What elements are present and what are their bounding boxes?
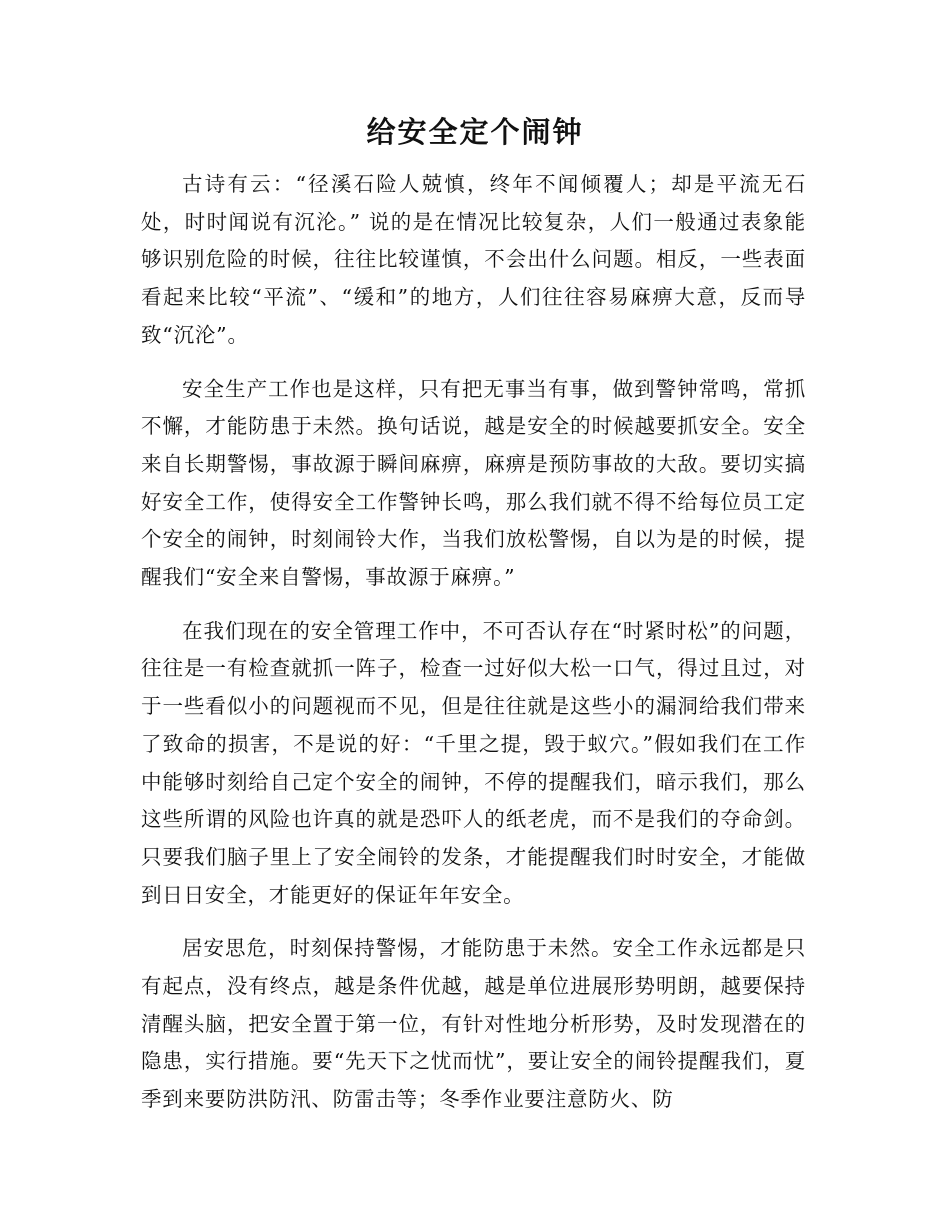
document-body [141,166,806,1135]
document-title: 给安全定个闹钟 [366,115,584,149]
paragraph-1: 古诗有云：“径溪石险人兢慎，终年不闻倾覆人；却是平流无石处，时时闻说有沉沦。” 说的是在情况比较复杂，人们一般通过表象能够识别危险的时候，往往比较谨慎，不会出什么问题。相反，一些表面看起来比较“平流”、“缓和”的地方，人们往往容易麻痹大意，反而导致“沉沦”。 [141,172,806,347]
paragraph-4: 居安思危，时刻保持警惕，才能防患于未然。安全工作永远都是只有起点，没有终点，越是条件优越，越是单位进展形势明朗，越要保持清醒头脑，把安全置于第一位，有针对性地分析形势，及时发现潜在的隐患，实行措施。要“先天下之忧而忧”，要让安全的闹铃提醒我们，夏季到来要防洪防汛、防雷击等；冬季作业要注意防火、防 [141,936,806,1112]
paragraph-2: 安全生产工作也是这样，只有把无事当有事，做到警钟常鸣，常抓不懈，才能防患于未然。换句话说，越是安全的时候越要抓安全。安全来自长期警惕，事故源于瞬间麻痹，麻痹是预防事故的大敌。要切实搞好安全工作，使得安全工作警钟长鸣，那么我们就不得不给每位员工定个安全的闹钟，时刻闹铃大作，当我们放松警惕，自以为是的时候，提醒我们“安全来自警惕，事故源于麻痹。” [141,376,806,590]
paragraph-3: 在我们现在的安全管理工作中，不可否认存在“时紧时松”的问题，往往是一有检查就抓一阵子，检查一过好似大松一口气，得过且过，对于一些看似小的问题视而不见，但是往往就是这些小的漏洞给我们带来了致命的损害，不是说的好：“千里之提，毁于蚁穴。”假如我们在工作中能够时刻给自己定个安全的闹钟，不停的提醒我们，暗示我们，那么这些所谓的风险也许真的就是恐吓人的纸老虎，而不是我们的夺命剑。只要我们脑子里上了安全闹铃的发条，才能提醒我们时时安全，才能做到日日安全，才能更好的保证年年安全。 [141,618,806,907]
